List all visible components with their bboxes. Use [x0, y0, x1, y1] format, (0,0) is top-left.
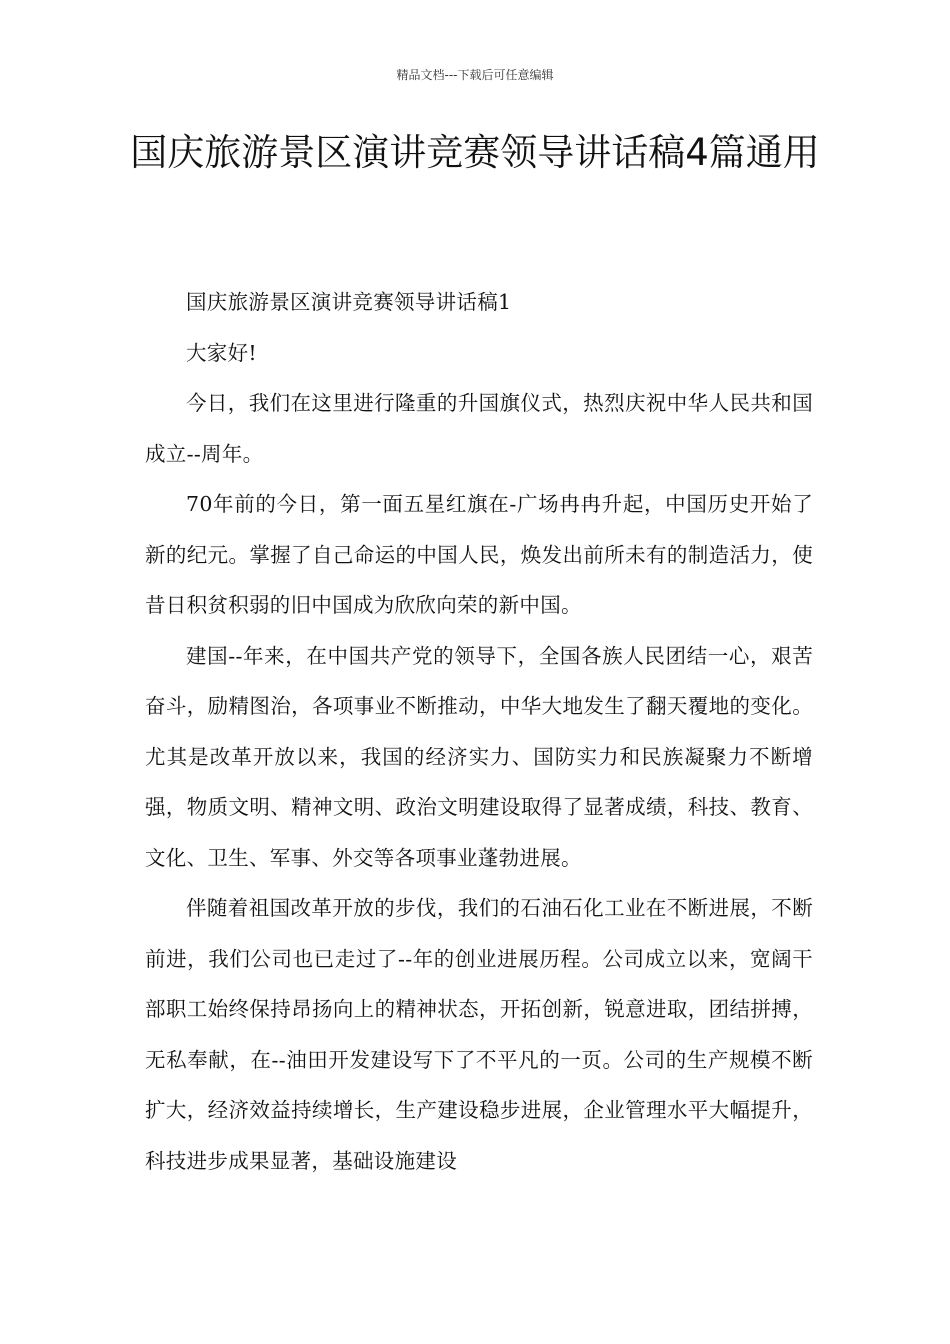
- body-paragraph: 伴随着祖国改革开放的步伐，我们的石油石化工业在不断进展，不断前进，我们公司也已走过了--年的创业进展历程。公司成立以来，宽阔干部职工始终保持昂扬向上的精神状态，开拓创新，锐意进取，团结拼搏，无私奉献，在--油田开发建设写下了不平凡的一页。公司的生产规模不断扩大，经济效益持续增长，生产建设稳步进展，企业管理水平大幅提升，科技进步成果显著，基础设施建设: [145, 896, 813, 1173]
- header-note: 精品文档---下载后可任意编辑: [396, 68, 554, 82]
- body-paragraph: 国庆旅游景区演讲竞赛领导讲话稿1: [186, 290, 512, 314]
- body-paragraph: 建国--年来，在中国共产党的领导下，全国各族人民团结一心，艰苦奋斗，励精图治，各项事业不断推动，中华大地发生了翻天覆地的变化。尤其是改革开放以来，我国的经济实力、国防实力和民族凝聚力不断增强，物质文明、精神文明、政治文明建设取得了显著成绩，科技、教育、文化、卫生、军事、外交等各项事业蓬勃进展。: [145, 643, 813, 870]
- document-title: 国庆旅游景区演讲竞赛领导讲话稿4篇通用: [130, 131, 820, 174]
- body-paragraph: 70年前的今日，第一面五星红旗在-广场冉冉升起，中国历史开始了新的纪元。掌握了自己命运的中国人民，焕发出前所未有的制造活力，使昔日积贫积弱的旧中国成为欣欣向荣的新中国。: [145, 492, 813, 617]
- document-body: [145, 277, 813, 1186]
- body-paragraph: 大家好!: [186, 340, 257, 365]
- body-paragraph: 今日，我们在这里进行隆重的升国旗仪式，热烈庆祝中华人民共和国成立--周年。: [145, 391, 813, 466]
